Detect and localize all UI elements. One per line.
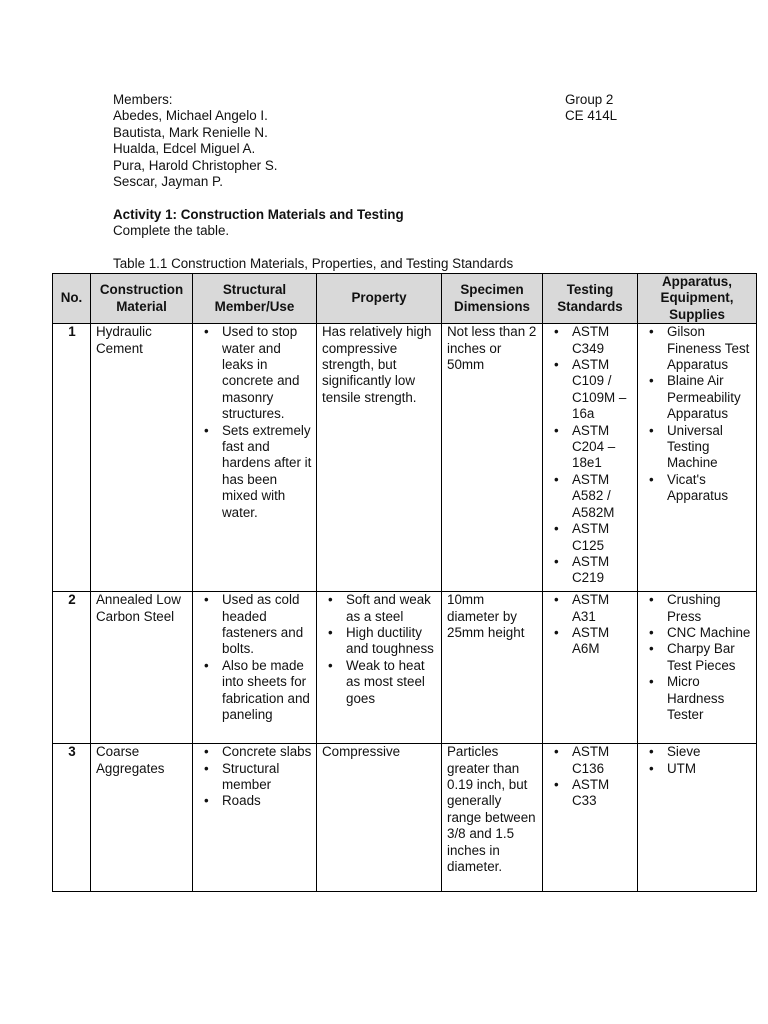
header-cell: Property xyxy=(317,274,442,324)
property-cell xyxy=(317,592,442,744)
use-cell xyxy=(193,744,317,892)
member-name: Pura, Harold Christopher S. xyxy=(113,157,278,173)
list-item: • ASTM C125 xyxy=(548,521,633,554)
materials-table xyxy=(52,273,757,892)
list-item: • Roads xyxy=(198,793,312,809)
standards-cell xyxy=(543,744,638,892)
list-item: • Sets extremely fast and hardens after it has been mixed with water. xyxy=(198,423,312,521)
list-item: • Used as cold headed fasteners and bolts. xyxy=(198,592,312,658)
list-item: • Concrete slabs xyxy=(198,744,312,760)
list-item: • Soft and weak as a steel xyxy=(322,592,437,625)
table-row xyxy=(53,324,757,592)
list-item: • Also be made into sheets for fabrication and paneling xyxy=(198,658,312,724)
members-block xyxy=(113,92,277,190)
member-name: Bautista, Mark Renielle N. xyxy=(113,124,268,140)
activity-block xyxy=(113,207,404,240)
list-item: • Weak to heat as most steel goes xyxy=(322,658,437,707)
list-item: • ASTM C109 / C109M – 16a xyxy=(548,357,633,423)
use-cell xyxy=(193,324,317,592)
activity-instruction: Complete the table. xyxy=(113,223,230,239)
header-cell: Apparatus, Equipment, Supplies xyxy=(638,274,757,324)
members-label: Members: xyxy=(113,92,173,107)
table-caption: Table 1.1 Construction Materials, Properties, and Testing Standards xyxy=(113,256,514,271)
list-item: • ASTM C219 xyxy=(548,554,633,587)
header-cell: Testing Standards xyxy=(543,274,638,324)
list-item: • ASTM C349 xyxy=(548,324,633,357)
list-item: • Structural member xyxy=(198,761,312,794)
list-item: • ASTM C136 xyxy=(548,744,633,777)
group-number: Group 2 xyxy=(565,92,614,107)
group-block xyxy=(565,92,617,125)
material-cell: Coarse Aggregates xyxy=(91,744,193,892)
apparatus-cell xyxy=(638,744,757,892)
member-name: Hualda, Edcel Miguel A. xyxy=(113,141,256,157)
apparatus-cell xyxy=(638,592,757,744)
apparatus-cell xyxy=(638,324,757,592)
list-item: • CNC Machine xyxy=(643,625,752,641)
list-item: • Charpy Bar Test Pieces xyxy=(643,641,752,674)
list-item: • Blaine Air Permeability Apparatus xyxy=(643,373,752,422)
material-cell: Annealed Low Carbon Steel xyxy=(91,592,193,744)
header-cell: Specimen Dimensions xyxy=(442,274,543,324)
header-cell: No. xyxy=(53,274,91,324)
row-number: 2 xyxy=(53,592,91,744)
header-cell: Structural Member/Use xyxy=(193,274,317,324)
specimen-cell: 10mm diameter by 25mm height xyxy=(442,592,543,744)
standards-cell xyxy=(543,592,638,744)
list-item: • ASTM C204 – 18e1 xyxy=(548,423,633,472)
row-number: 3 xyxy=(53,744,91,892)
member-name: Sescar, Jayman P. xyxy=(113,174,223,190)
list-item: • Used to stop water and leaks in concrete and masonry structures. xyxy=(198,324,312,422)
activity-title: Activity 1: Construction Materials and Testing xyxy=(113,207,404,222)
list-item: • High ductility and toughness xyxy=(322,625,437,658)
list-item: • ASTM A582 / A582M xyxy=(548,472,633,521)
list-item: • UTM xyxy=(643,761,752,777)
list-item: • Crushing Press xyxy=(643,592,752,625)
property-cell: Has relatively high compressive strength, but significantly low tensile strength. xyxy=(317,324,442,592)
standards-cell xyxy=(543,324,638,592)
specimen-cell: Particles greater than 0.19 inch, but generally range between 3/8 and 1.5 inches in diameter. xyxy=(442,744,543,892)
list-item: • Gilson Fineness Test Apparatus xyxy=(643,324,752,373)
list-item: • ASTM A31 xyxy=(548,592,633,625)
list-item: • Sieve xyxy=(643,744,752,760)
list-item: • Micro Hardness Tester xyxy=(643,674,752,723)
specimen-cell: Not less than 2 inches or 50mm xyxy=(442,324,543,592)
list-item: • Vicat's Apparatus xyxy=(643,472,752,505)
table-row xyxy=(53,744,757,892)
row-number: 1 xyxy=(53,324,91,592)
course-code: CE 414L xyxy=(565,108,618,124)
header-cell: Construction Material xyxy=(91,274,193,324)
list-item: • Universal Testing Machine xyxy=(643,423,752,472)
use-cell xyxy=(193,592,317,744)
list-item: • ASTM C33 xyxy=(548,777,633,810)
list-item: • ASTM A6M xyxy=(548,625,633,658)
property-cell: Compressive xyxy=(317,744,442,892)
table-row xyxy=(53,592,757,744)
member-name: Abedes, Michael Angelo I. xyxy=(113,108,268,124)
material-cell: Hydraulic Cement xyxy=(91,324,193,592)
table-header-row xyxy=(53,274,757,324)
